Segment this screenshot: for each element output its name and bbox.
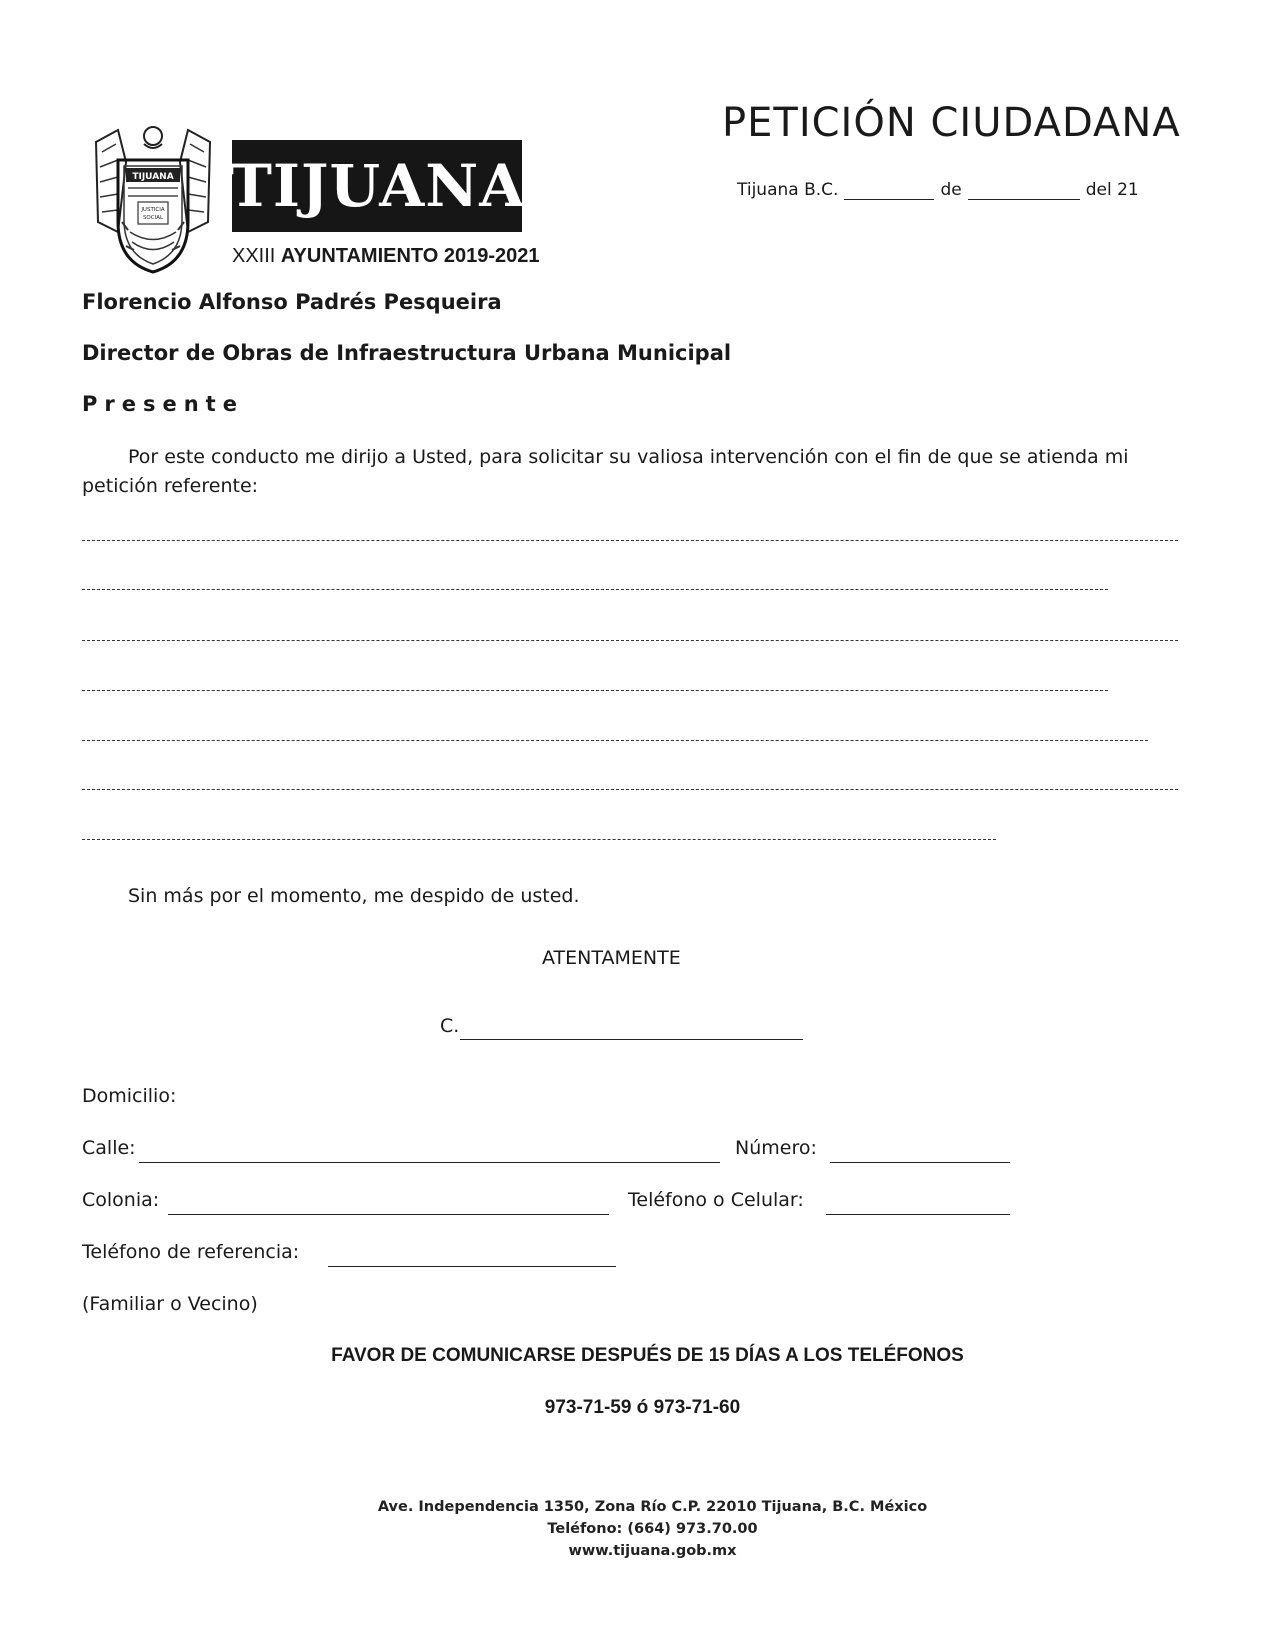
date-year-label: del 21	[1085, 180, 1139, 200]
calle-field[interactable]	[139, 1162, 720, 1163]
calle-label: Calle:	[82, 1137, 136, 1159]
footer-phone: Teléfono: (664) 973.70.00	[547, 1521, 758, 1537]
date-month-field[interactable]	[968, 181, 1080, 200]
svg-text:JUSTICIA: JUSTICIA	[141, 207, 165, 213]
intro-text: Por este conducto me dirijo a Usted, para solicitar su valiosa intervención con el fin de que se atienda mi petición referente:	[82, 446, 1129, 497]
tijuana-coat-of-arms	[88, 122, 218, 282]
request-line-4[interactable]	[82, 690, 1108, 691]
domicilio-label: Domicilio:	[82, 1085, 177, 1107]
intro-paragraph	[82, 443, 1182, 501]
recipient-name: Florencio Alfonso Padrés Pesqueira	[82, 290, 502, 314]
closing-text: Sin más por el momento, me despido de usted.	[128, 885, 580, 907]
request-line-7[interactable]	[82, 839, 996, 840]
footer-website[interactable]: www.tijuana.gob.mx	[568, 1543, 737, 1559]
telefono-referencia-field[interactable]	[328, 1266, 616, 1267]
colonia-field[interactable]	[168, 1214, 609, 1215]
date-de-label: de	[940, 180, 962, 200]
telefono-celular-field[interactable]	[826, 1214, 1010, 1215]
footer	[0, 1496, 1275, 1562]
notice-phones: 973-71-59 ó 973-71-60	[544, 1397, 741, 1418]
sign-off: ATENTAMENTE	[542, 947, 681, 969]
signature-line[interactable]	[460, 1039, 803, 1040]
request-line-6[interactable]	[82, 789, 1178, 790]
numero-field[interactable]	[830, 1162, 1010, 1163]
ayuntamiento-prefix: XXIII	[232, 245, 276, 267]
tijuana-logo	[228, 140, 526, 232]
request-line-1[interactable]	[82, 540, 1178, 541]
document-title: PETICIÓN CIUDADANA	[722, 100, 1181, 146]
request-line-5[interactable]	[82, 740, 1148, 741]
numero-label: Número:	[735, 1137, 817, 1159]
logo-text: TIJUANA	[228, 152, 526, 220]
request-line-3[interactable]	[82, 640, 1178, 641]
svg-text:TIJUANA: TIJUANA	[132, 172, 174, 182]
date-day-field[interactable]	[844, 181, 934, 200]
svg-text:SOCIAL: SOCIAL	[142, 215, 164, 221]
footer-address: Ave. Independencia 1350, Zona Río C.P. 22010 Tijuana, B.C. México	[377, 1499, 928, 1515]
greeting: Presente	[82, 392, 244, 416]
signature-prefix: C.	[440, 1015, 460, 1037]
request-line-2[interactable]	[82, 589, 1108, 590]
telefono-celular-label: Teléfono o Celular:	[628, 1189, 804, 1211]
ayuntamiento-years: AYUNTAMIENTO 2019-2021	[280, 245, 540, 267]
notice-line: FAVOR DE COMUNICARSE DESPUÉS DE 15 DÍAS A LOS TELÉFONOS	[331, 1345, 964, 1366]
recipient-position: Director de Obras de Infraestructura Urbana Municipal	[82, 341, 732, 365]
date-line	[737, 180, 1139, 200]
colonia-label: Colonia:	[82, 1189, 160, 1211]
referencia-note: (Familiar o Vecino)	[82, 1293, 258, 1315]
telefono-referencia-label: Teléfono de referencia:	[82, 1241, 300, 1263]
ayuntamiento-label	[232, 245, 540, 268]
date-prefix: Tijuana B.C.	[737, 180, 839, 200]
